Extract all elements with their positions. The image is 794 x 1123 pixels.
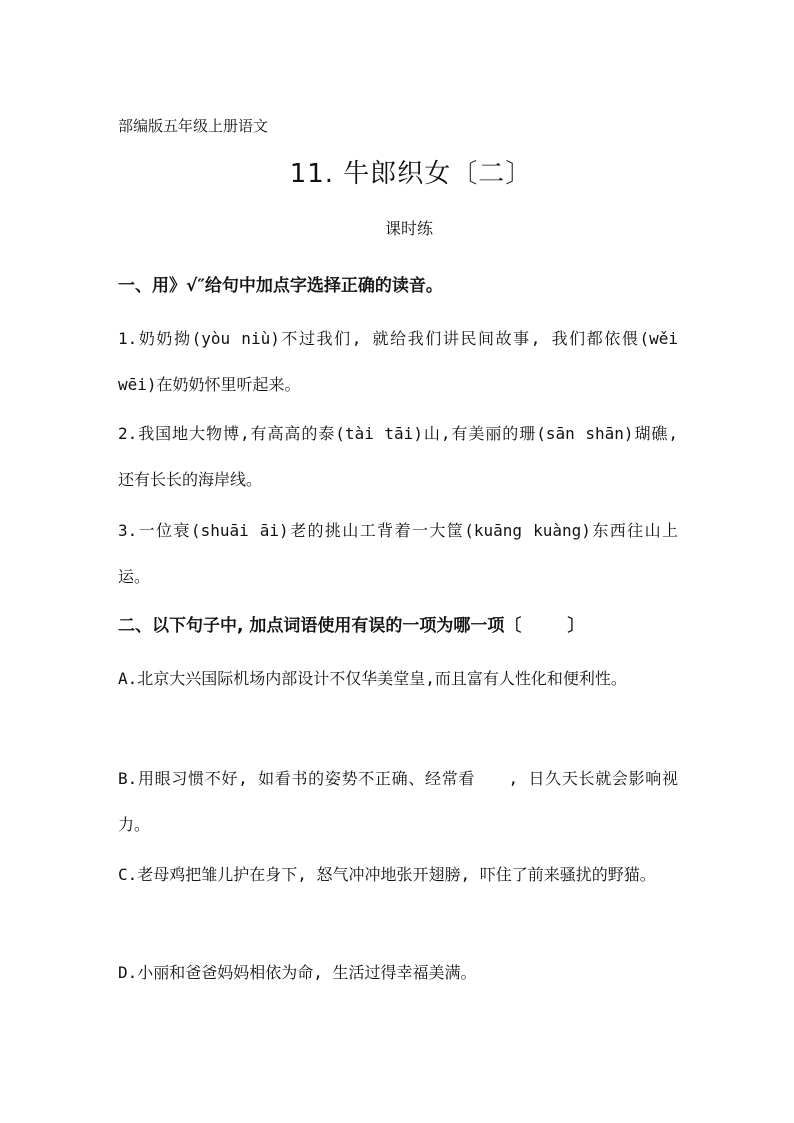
header-note: 部编版五年级上册语文	[118, 117, 269, 135]
section-2-heading	[118, 614, 678, 638]
question-1-item-1: 1.奶奶拗(yòu niù)不过我们, 就给我们讲民间故事, 我们都依偎(wěi wēi)在奶奶怀里听起来。	[118, 329, 678, 394]
section-1-heading: 一、用》√″给句中加点字选择正确的读音。	[118, 276, 443, 296]
question-1-item-2: 2.我国地大物博,有高高的泰(tài tāi)山,有美丽的珊(sān shān)瑚礁, 还有长长的海岸线。	[118, 424, 678, 489]
question-1-item-3: 3.一位衰(shuāi āi)老的挑山工背着一大筐(kuāng kuàng)东西往山上运。	[118, 521, 678, 586]
section-2-heading-close: 〕	[567, 616, 585, 636]
page-subtitle: 课时练	[384, 219, 433, 238]
option-c: C.老母鸡把雏儿护在身下, 怒气冲冲地张开翅膀, 吓住了前来骚扰的野猫。	[118, 865, 656, 884]
section-2-heading-text: 二、以下句子中, 加点词语使用有误的一项为哪一项〔	[118, 616, 522, 636]
option-a: A.北京大兴国际机场内部设计不仅华美堂皇,而且富有人性化和便利性。	[118, 669, 627, 688]
option-d: D.小丽和爸爸妈妈相依为命, 生活过得幸福美满。	[118, 963, 477, 982]
option-b: B.用眼习惯不好, 如看书的姿势不正确、经常看 , 日久天长就会影响视力。	[118, 769, 678, 834]
page-title: 11. 牛郎织女〔二〕	[289, 159, 533, 189]
